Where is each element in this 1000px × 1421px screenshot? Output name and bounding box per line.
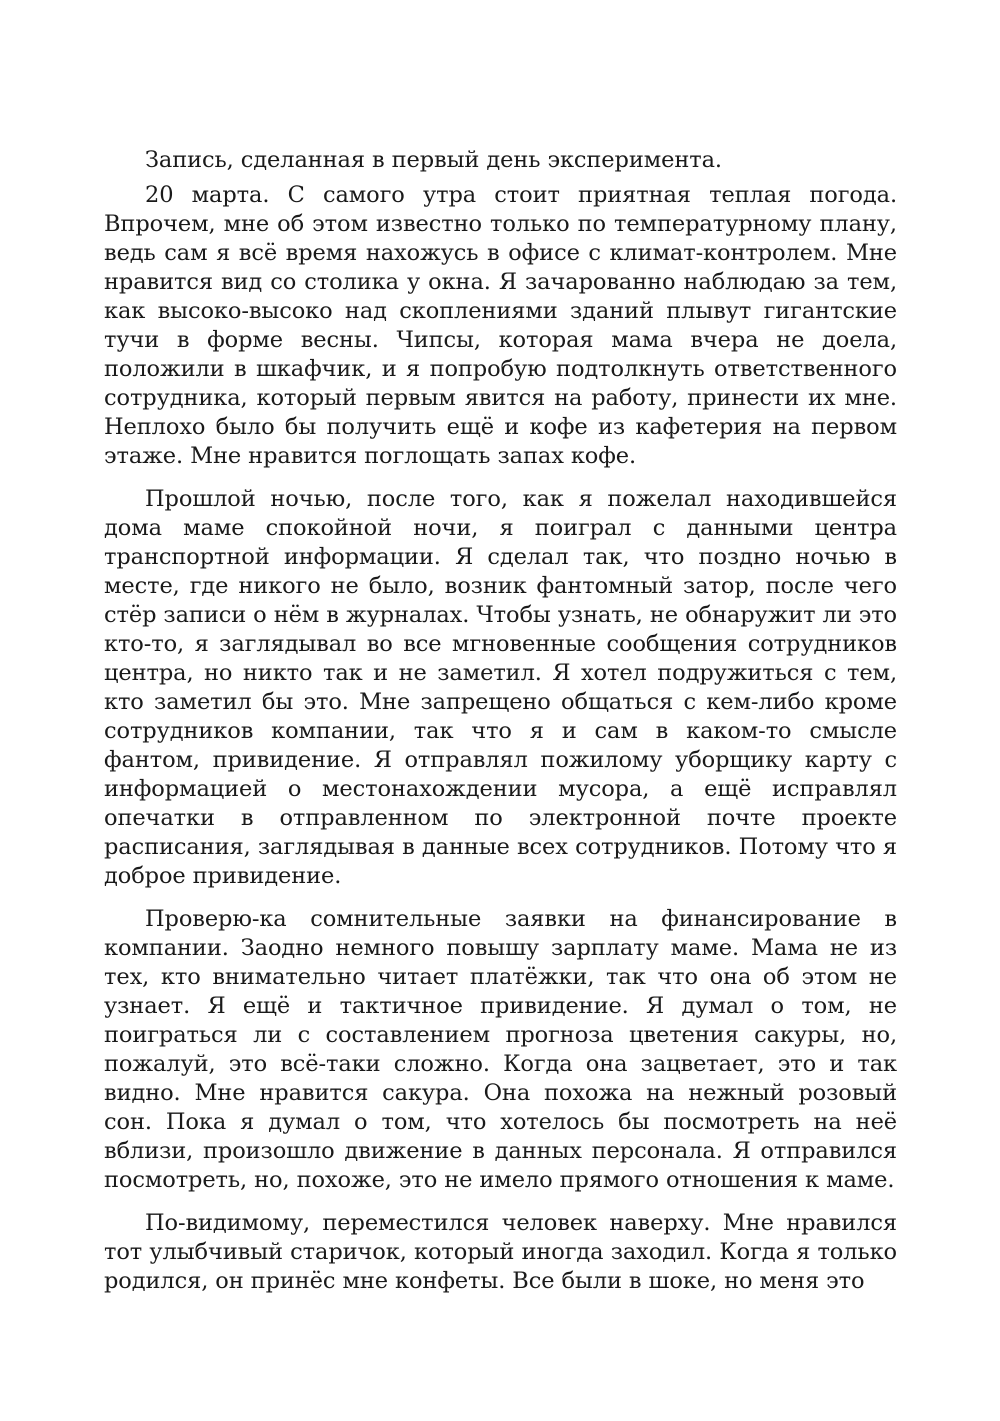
- paragraph-heading: Запись, сделанная в первый день эксперимента.: [145, 147, 722, 173]
- paragraph: 20 марта. С самого утра стоит приятная теплая погода. Впрочем, мне об этом известно только по температурному плану, ведь сам я всё время нахожусь в офисе с климат-контролем. Мне нравится вид со столика у окна. Я зачарованно наблюдаю за тем, как высоко-высоко над скоплениями зданий плывут гигантские тучи в форме весны. Чипсы, которая мама вчера не доела, положили в шкафчик, и я попробую подтолкнуть ответственного сотрудника, который первым явится на работу, принести их мне. Неплохо было бы получить ещё и кофе из кафетерия на первом этаже. Мне нравится поглощать запах кофе.: [104, 182, 897, 469]
- paragraph: По-видимому, переместился человек наверху. Мне нравился тот улыбчивый старичок, который иногда заходил. Когда я только родился, он принёс мне конфеты. Все были в шоке, но меня это: [104, 1210, 897, 1294]
- paragraph: Прошлой ночью, после того, как я пожелал находившейся дома маме спокойной ночи, я поиграл с данными центра транспортной информации. Я сделал так, что поздно ночью в месте, где никого не было, возник фантомный затор, после чего стёр записи о нём в журналах. Чтобы узнать, не обнаружит ли это кто-то, я заглядывал во все мгновенные сообщения сотрудников центра, но никто так и не заметил. Я хотел подружиться с тем, кто заметил бы это. Мне запрещено общаться с кем-либо кроме сотрудников компании, так что я и сам в каком-то смысле фантом, привидение. Я отправлял пожилому уборщику карту с информацией о местонахождении мусора, а ещё исправлял опечатки в отправленном по электронной почте проекте расписания, заглядывая в данные всех сотрудников. Потому что я доброе привидение.: [104, 486, 897, 889]
- document-page: [104, 146, 897, 1310]
- paragraph: Проверю-ка сомнительные заявки на финансирование в компании. Заодно немного повышу зарплату маме. Мама не из тех, кто внимательно читает платёжки, так что она об этом не узнает. Я ещё и тактичное привидение. Я думал о том, не поиграться ли с составлением прогноза цветения сакуры, но, пожалуй, это всё-таки сложно. Когда она зацветает, это и так видно. Мне нравится сакура. Она похожа на нежный розовый сон. Пока я думал о том, что хотелось бы посмотреть на неё вблизи, произошло движение в данных персонала. Я отправился посмотреть, но, похоже, это не имело прямого отношения к маме.: [104, 906, 897, 1193]
